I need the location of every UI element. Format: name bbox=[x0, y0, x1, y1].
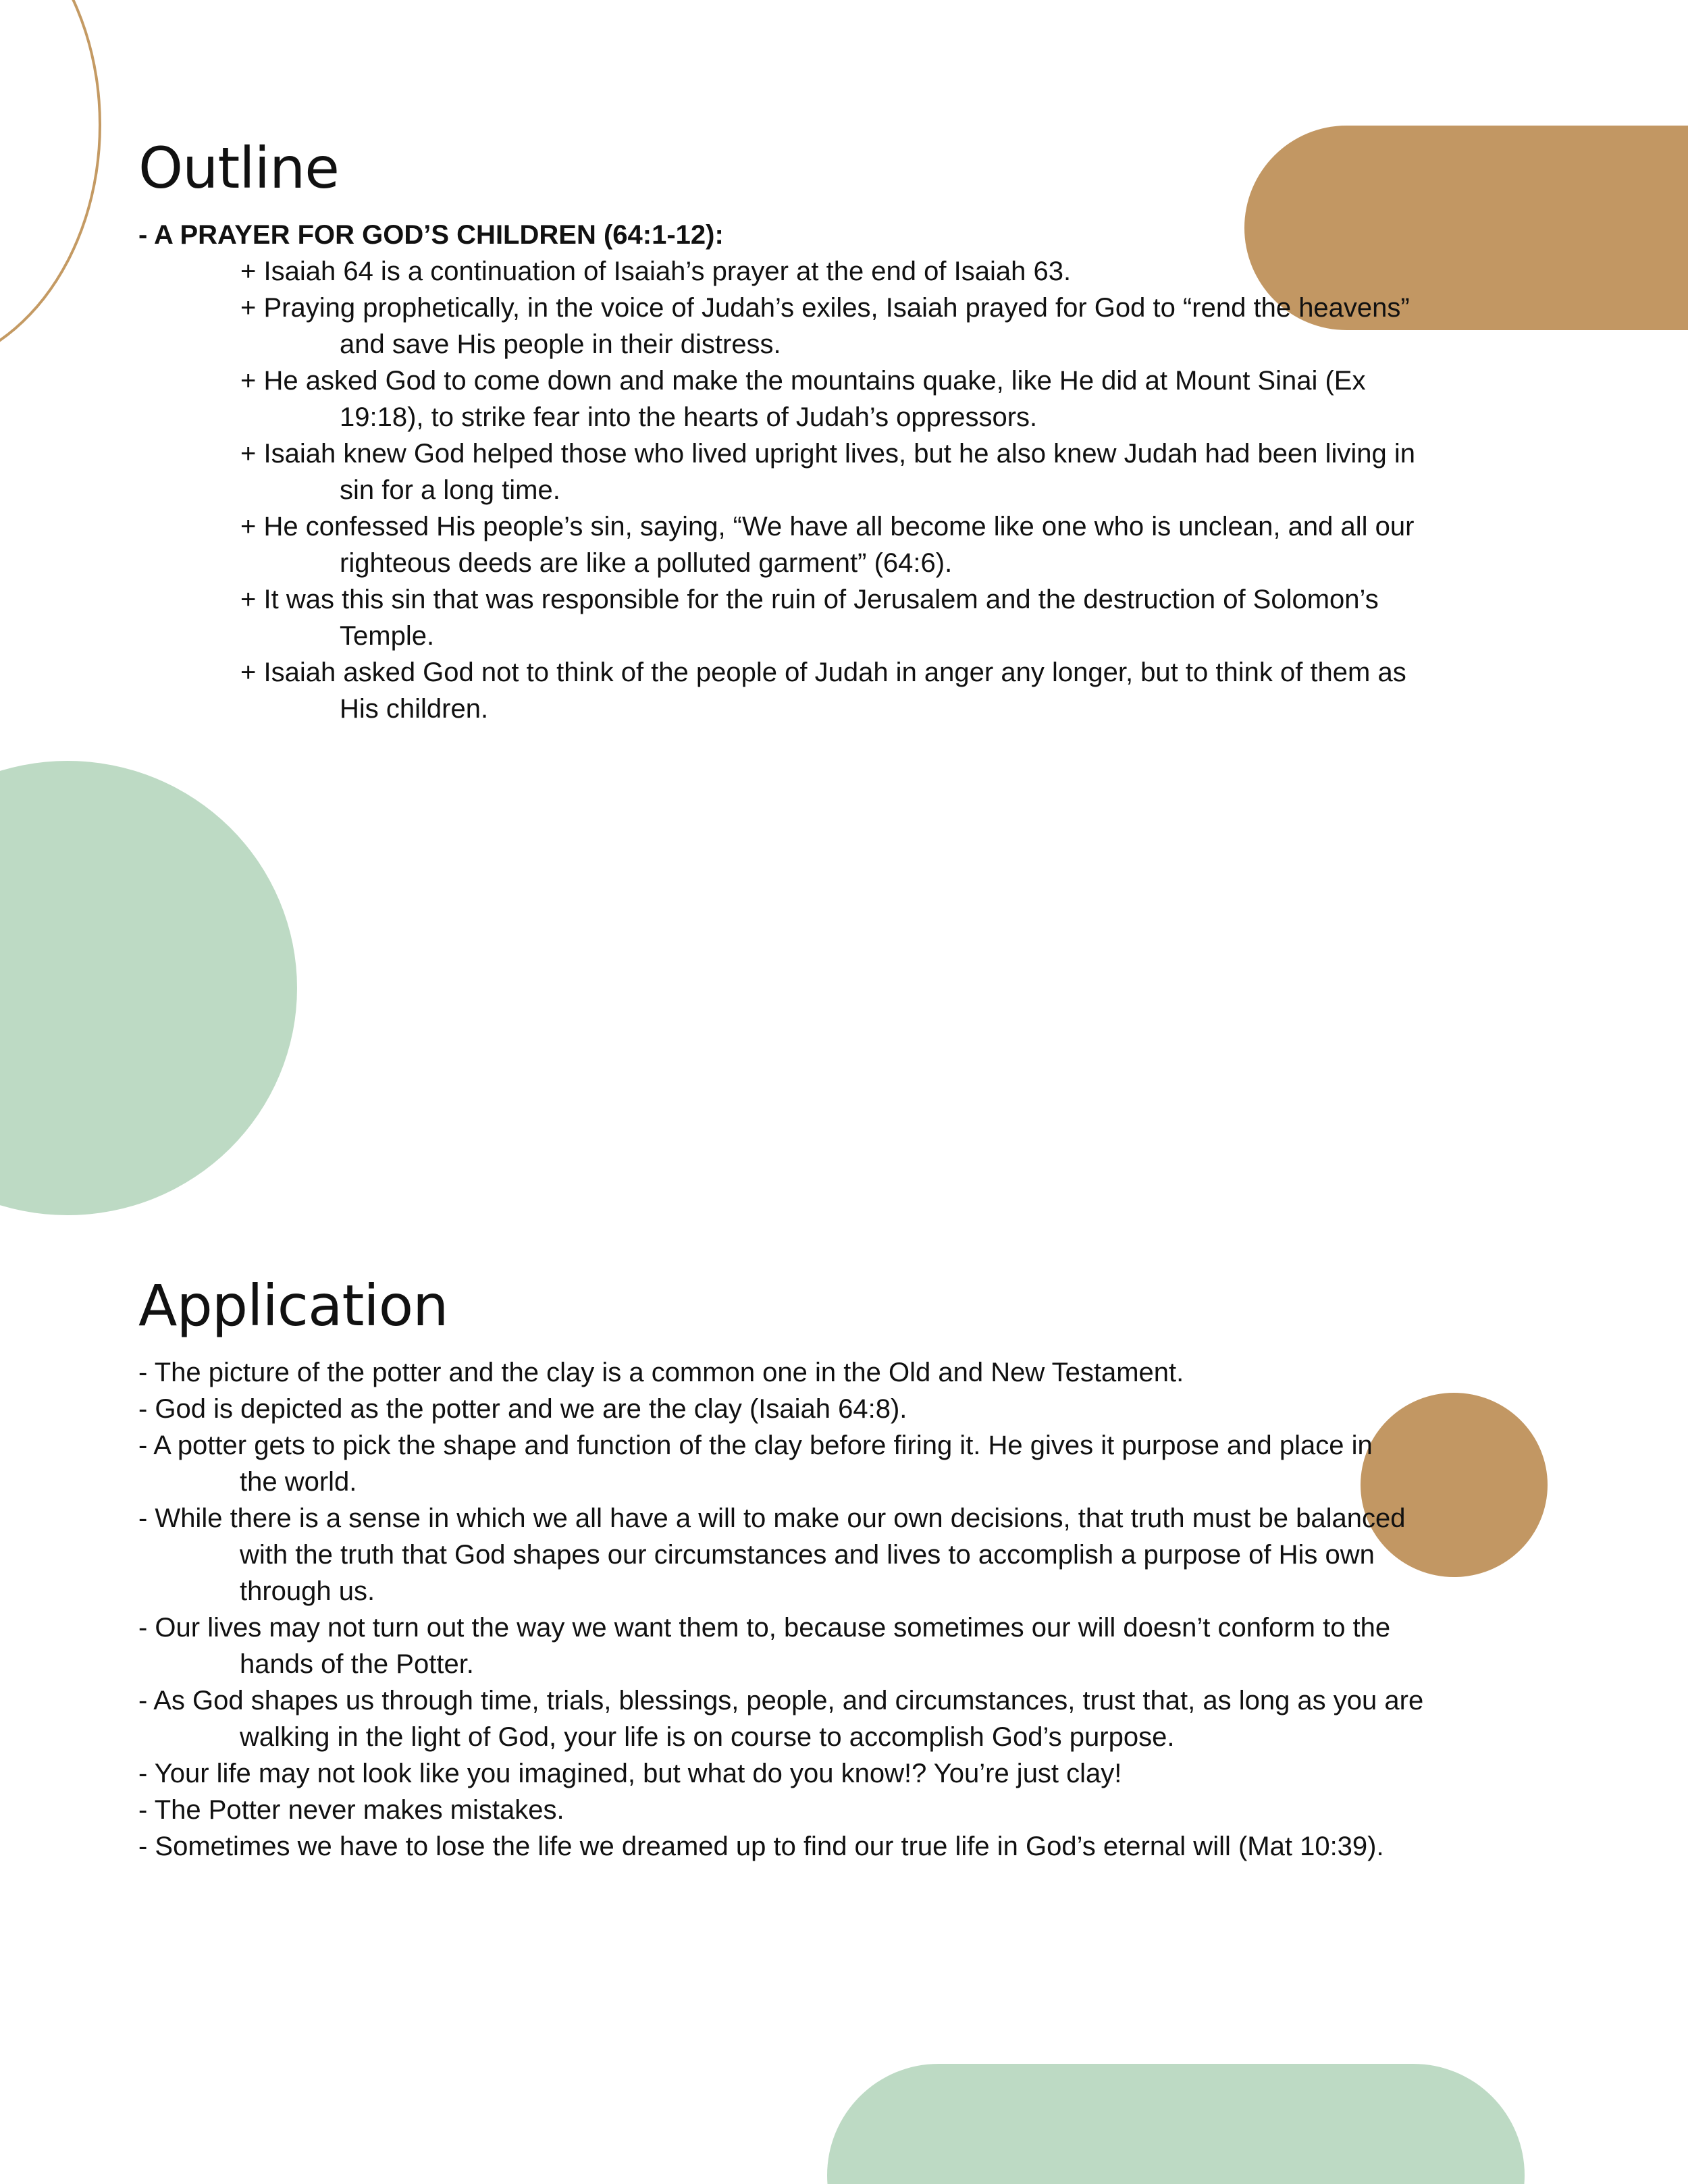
application-line: - Sometimes we have to lose the life we dreamed up to find our true life in God’s eternal will (Mat 10:39). bbox=[138, 1832, 1384, 1861]
outline-title: Outline bbox=[138, 135, 339, 201]
decorative-arc bbox=[0, 0, 101, 371]
outline-line: + He confessed His people’s sin, saying, “We have all become like one who is unclean, and all our bbox=[240, 512, 1415, 541]
application-line: - As God shapes us through time, trials, blessings, people, and circumstances, trust that, as long as you are bbox=[138, 1686, 1424, 1715]
application-line: - Your life may not look like you imagined, but what do you know!? You’re just clay! bbox=[138, 1759, 1122, 1788]
outline-line-continuation: and save His people in their distress. bbox=[340, 329, 781, 359]
outline-line-continuation: His children. bbox=[340, 694, 489, 724]
decorative-green-pill bbox=[827, 2064, 1525, 2184]
outline-line-continuation: righteous deeds are like a polluted garment” (64:6). bbox=[340, 548, 953, 578]
application-line: - Our lives may not turn out the way we want them to, because sometimes our will doesn’t conform to the bbox=[138, 1613, 1391, 1643]
outline-list bbox=[138, 217, 1570, 727]
outline-heading: - A PRAYER FOR GOD’S CHILDREN (64:1-12): bbox=[138, 220, 724, 250]
application-line-continuation: hands of the Potter. bbox=[240, 1649, 474, 1679]
application-title: Application bbox=[138, 1273, 448, 1339]
outline-line: + Isaiah knew God helped those who lived upright lives, but he also knew Judah had been living in bbox=[240, 439, 1416, 469]
outline-line-continuation: Temple. bbox=[340, 621, 435, 651]
application-line-continuation: through us. bbox=[240, 1576, 375, 1606]
outline-line-continuation: 19:18), to strike fear into the hearts of Judah’s oppressors. bbox=[340, 402, 1038, 432]
application-line-continuation: with the truth that God shapes our circumstances and lives to accomplish a purpose of His own bbox=[240, 1540, 1375, 1570]
application-line: - God is depicted as the potter and we are the clay (Isaiah 64:8). bbox=[138, 1394, 907, 1424]
outline-line: + Isaiah asked God not to think of the people of Judah in anger any longer, but to think of them as bbox=[240, 658, 1406, 687]
outline-line-continuation: sin for a long time. bbox=[340, 475, 560, 505]
outline-line: + It was this sin that was responsible for the ruin of Jerusalem and the destruction of Solomon’s bbox=[240, 585, 1379, 614]
outline-line: + He asked God to come down and make the mountains quake, like He did at Mount Sinai (Ex bbox=[240, 366, 1366, 396]
application-line: - While there is a sense in which we all have a will to make our own decisions, that truth must be balanced bbox=[138, 1503, 1406, 1533]
decorative-green-circle bbox=[0, 761, 297, 1215]
application-line: - The picture of the potter and the clay is a common one in the Old and New Testament. bbox=[138, 1358, 1184, 1387]
application-line: - A potter gets to pick the shape and function of the clay before firing it. He gives it purpose and place in bbox=[138, 1431, 1373, 1460]
outline-line: + Praying prophetically, in the voice of Judah’s exiles, Isaiah prayed for God to “rend the heavens” bbox=[240, 293, 1410, 323]
application-line-continuation: walking in the light of God, your life is on course to accomplish God’s purpose. bbox=[240, 1722, 1175, 1752]
outline-line: + Isaiah 64 is a continuation of Isaiah’s prayer at the end of Isaiah 63. bbox=[240, 257, 1072, 286]
application-line-continuation: the world. bbox=[240, 1467, 357, 1497]
application-list bbox=[138, 1354, 1570, 1865]
application-line: - The Potter never makes mistakes. bbox=[138, 1795, 564, 1825]
